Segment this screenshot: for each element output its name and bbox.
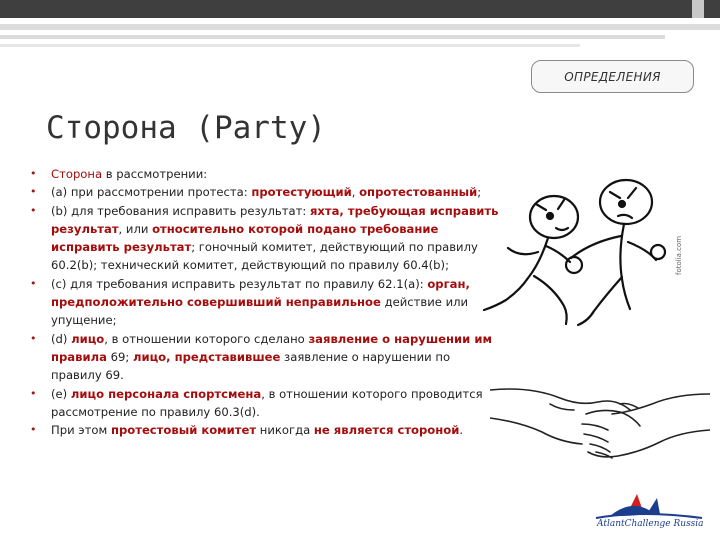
definition-item (30, 165, 500, 183)
highlighted-term: орган, предположительно совершивший неправильное (51, 276, 470, 310)
decorative-rule (0, 44, 580, 47)
definition-text: (d) (51, 331, 72, 346)
definition-text: . (459, 423, 464, 438)
definition-text: (a) при рассмотрении протеста: (51, 185, 252, 200)
bullet-marker: • (30, 203, 37, 217)
decorative-rule (0, 35, 665, 39)
definition-item (30, 202, 500, 275)
definition-text: , или (118, 221, 153, 236)
top-bar (0, 0, 720, 18)
definition-text: 69; (106, 349, 133, 364)
fight-cartoon-image (476, 172, 686, 332)
highlighted-term: не является стороной (313, 423, 460, 438)
highlighted-term: заявление о нарушении им правила (51, 331, 492, 364)
bullet-marker: • (30, 167, 37, 180)
definition-item (30, 183, 500, 201)
highlighted-term: протестующий (251, 185, 352, 200)
definition-text: При этом (51, 423, 111, 438)
definition-item (30, 330, 500, 385)
highlighted-term: протестовый комитет (110, 423, 257, 438)
definition-text: действие или упущение; (51, 295, 469, 328)
definition-text: , в отношении которого сделано (104, 331, 309, 346)
watermark-text: fotolia.com (675, 235, 683, 275)
definition-text: ; гоночный комитет, действующий по правилу 60.2(b); технический комитет, действующий по правилу 60.4(b); (51, 240, 478, 273)
section-badge: ОПРЕДЕЛЕНИЯ (531, 60, 694, 93)
highlighted-term: лицо персонала спортсмена (70, 386, 262, 401)
definition-text: , (351, 185, 360, 200)
definition-text: заявление о нарушении по правилу 69. (51, 349, 451, 383)
highlighted-term: яхта, требующая исправить результат (51, 203, 499, 236)
highlighted-term: относительно которой подано требование исправить результат (51, 221, 439, 255)
definition-item (30, 275, 500, 330)
logo-text: AtlantChallenge Russia (597, 519, 704, 529)
highlighted-term: Сторона (51, 167, 103, 181)
definition-text: (c) для требования исправить результат по правилу 62.1(a): (51, 276, 428, 291)
definition-item (30, 421, 500, 439)
slide-title: Сторона (Party) (46, 110, 326, 146)
highlighted-term: опротестованный (359, 185, 478, 200)
definition-text: никогда (256, 423, 314, 438)
bullet-marker: • (30, 386, 37, 400)
bullet-marker: • (30, 423, 37, 437)
top-bar-accent (692, 0, 704, 18)
definition-text: (b) для требования исправить результат: (51, 203, 310, 218)
highlighted-term: лицо, представившее (132, 349, 281, 364)
bullet-marker: • (30, 331, 37, 345)
definition-text: (e) (51, 386, 71, 401)
definition-text: в рассмотрении: (102, 167, 208, 181)
handshake-image (490, 360, 710, 470)
definition-item (30, 385, 500, 422)
sailboat-logo-icon (592, 490, 717, 536)
decorative-rule (0, 24, 720, 30)
definition-list (30, 165, 500, 439)
definition-text: , в отношении которого проводится рассмотрение по правилу 60.3(d). (51, 386, 483, 419)
bullet-marker: • (30, 185, 37, 199)
bullet-marker: • (30, 276, 37, 290)
definition-text: ; (477, 185, 482, 200)
highlighted-term: лицо (71, 331, 105, 346)
